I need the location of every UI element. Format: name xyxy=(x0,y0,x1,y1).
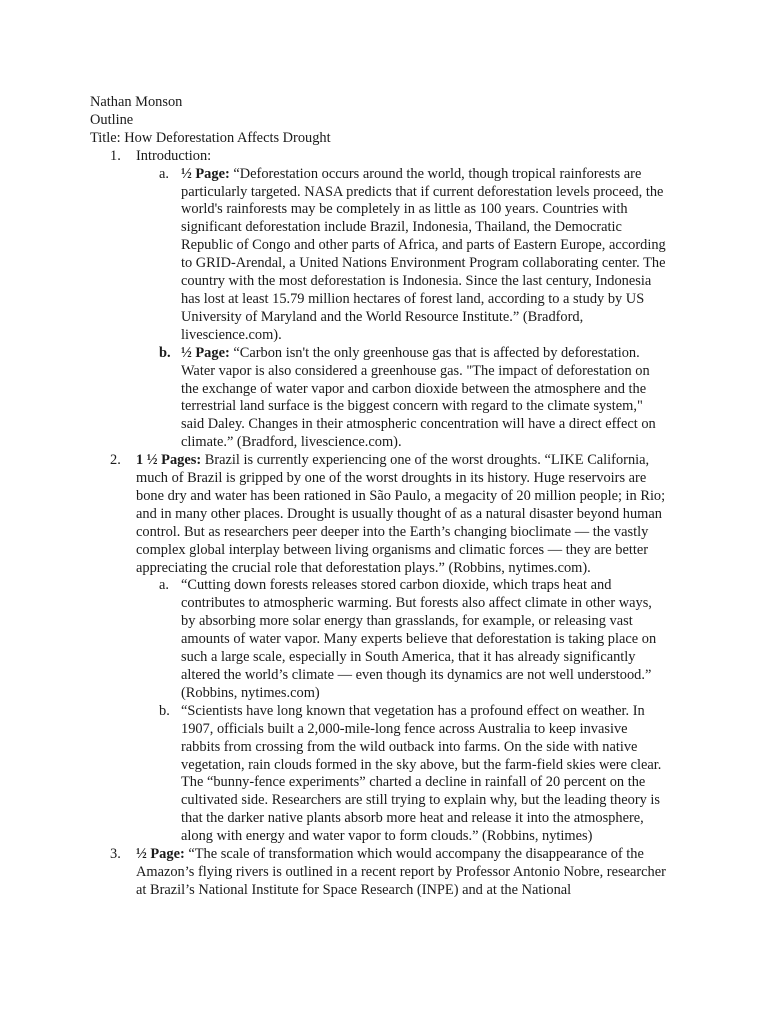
subitem-list xyxy=(136,577,668,846)
item-number: 1. xyxy=(110,147,121,164)
item-label: 1 ½ Pages: xyxy=(136,452,202,469)
outline-item xyxy=(110,147,668,452)
author-name: Nathan Monson xyxy=(90,94,183,110)
subitem-label: ½ Page: xyxy=(181,165,230,182)
subitem-text: “Deforestation occurs around the world, though tropical rainforests are particularly targeted. NASA predicts that if current deforestation levels proceed, the world's rainforests may be completely in as little as 100 years. Countries with significant deforestation include Brazil, Indonesia, Thailand, the Democratic Republic of Congo and other parts of Africa, and parts of Eastern Europe, according to GRID-Arendal, a United Nations Environment Program collaborating center. The country with the most deforestation is Indonesia. Since the last century, Indonesia has lost at least 15.79 million hectares of forest land, according to a study by US University of Maryland and the World Resource Institute.” (Bradford, livescience.com). xyxy=(181,165,666,343)
item-text: Introduction: xyxy=(136,147,212,164)
item-label: ½ Page: xyxy=(136,846,185,863)
item-number: 3. xyxy=(110,846,121,863)
outline-item xyxy=(110,846,668,900)
outline-subitem xyxy=(159,702,668,846)
outline-list xyxy=(0,148,768,900)
outline-subitem xyxy=(159,344,668,452)
subitem-text: “Cutting down forests releases stored carbon dioxide, which traps heat and contributes to atmospheric warming. But forests also affect climate in other ways, by absorbing more solar energy than grasslands, for example, or releasing vast amounts of water vapor. Many experts believe that deforestation is taking place on such a large scale, especially in South America, that it has already significantly altered the world’s climate — even though its dynamics are not well understood.” (Robbins, nytimes.com) xyxy=(181,577,657,701)
document-header xyxy=(90,94,768,148)
document-title: Title: How Deforestation Affects Drought xyxy=(90,129,331,146)
item-number: 2. xyxy=(110,452,121,469)
subitem-letter: a. xyxy=(159,577,169,594)
subitem-letter: b. xyxy=(159,344,171,361)
document-type: Outline xyxy=(90,111,134,128)
outline-subitem xyxy=(159,165,668,345)
item-text: Brazil is currently experiencing one of the worst droughts. “LIKE California, much of Brazil is gripped by one of the worst droughts in its history. Huge reservoirs are bone dry and water has been rationed in São Paulo, a megacity of 20 million people; in Rio; and in many other places. Drought is usually thought of as a natural disaster beyond human control. But as researchers peer deeper into the Earth’s changing bioclimate — the vastly complex global interplay between living organisms and climatic forces — they are better appreciating the crucial role that deforestation plays.” (Robbins, nytimes.com). xyxy=(136,452,666,576)
subitem-text: “Scientists have long known that vegetation has a profound effect on weather. In 1907, officials built a 2,000-mile-long fence across Australia to keep invasive rabbits from crossing from the wild outback into farms. On the side with native vegetation, rain clouds formed in the sky above, but the farm-field skies were clear. The “bunny-fence experiments” charted a decline in rainfall of 20 percent on the cultivated side. Researchers are still trying to explain why, but the leading theory is that the darker native plants absorb more heat and release it into the atmosphere, along with energy and water vapor to form clouds.” (Robbins, nytimes) xyxy=(181,702,662,845)
subitem-list xyxy=(136,166,668,453)
outline-subitem xyxy=(159,577,668,702)
subitem-label: ½ Page: xyxy=(181,344,230,361)
item-text: “The scale of transformation which would accompany the disappearance of the Amazon’s flying rivers is outlined in a recent report by Professor Antonio Nobre, researcher at Brazil’s National Institute for Space Research (INPE) and at the National xyxy=(136,846,666,898)
subitem-text: “Carbon isn't the only greenhouse gas that is affected by deforestation. Water vapor is also considered a greenhouse gas. "The impact of deforestation on the exchange of water vapor and carbon dioxide between the atmosphere and the terrestrial land surface is the biggest concern with regard to the climate system," said Daley. Changes in their atmospheric concentration will have a direct effect on climate.” (Bradford, livescience.com). xyxy=(181,344,656,451)
subitem-letter: b. xyxy=(159,702,170,719)
subitem-letter: a. xyxy=(159,165,169,182)
outline-item xyxy=(110,452,668,846)
